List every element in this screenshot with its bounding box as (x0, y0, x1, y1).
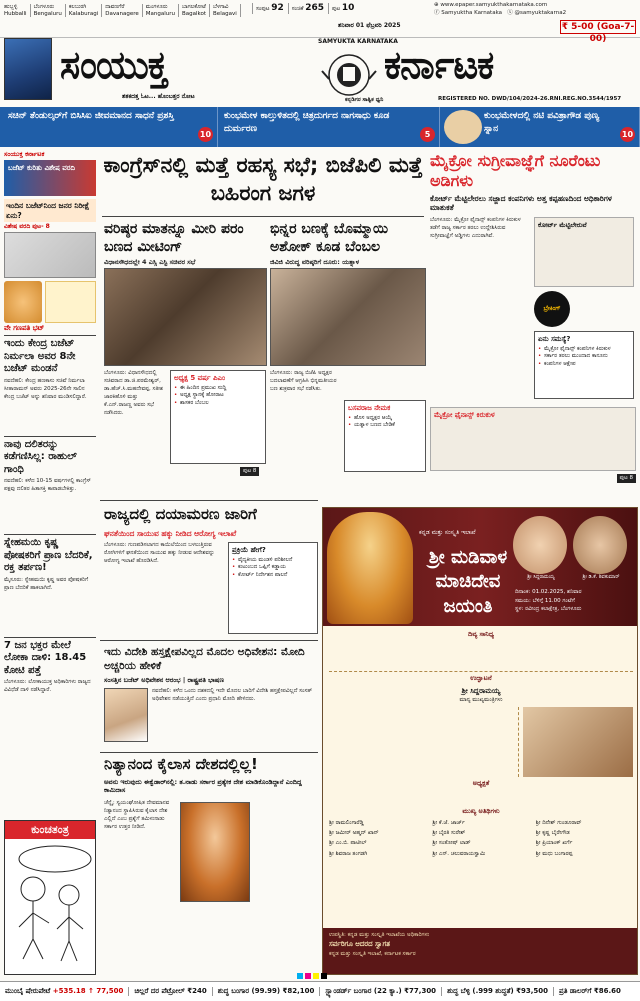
masthead-tagline-left: ಶತಕದತ್ತ ಓಟ... ಹೊಂಬತ್ತರ ನೋಟ (122, 93, 195, 100)
info-box-item: • ಮೈಕ್ರೋ ಫೈನಾನ್ಸ್ ಕಂಪನಿಗಳ ಕಿರುಕುಳ (538, 346, 630, 354)
right-deck: ಕೋರ್ಟ್ ಮೆಟ್ಟಿಲೇರಲು ಸಜ್ಜಾದ ಕಂಪನಿಗಳು ಅತ್ತ ಕಪ್ಪಹಣದಿಂದ ಅಧಿಕಾರಿಗಳ ಮಾತುಕತೆ (430, 194, 612, 213)
info-box (534, 331, 634, 399)
issue-meta: ಸಂಪುಟ 92 ಸಂಚಿಕೆ 265 ಪುಟ 10 (252, 3, 354, 14)
issue-number: 265 (305, 3, 325, 13)
print-registration-marks (297, 973, 327, 979)
right-column (430, 151, 636, 483)
story-body: ಬೆಂಗಳೂರು: ಗುಣಪಡಿಸಲಾಗದ ಕಾಯಿಲೆಯಿಂದ ಬಳಲುತ್ತಿರುವ ರೋಗಿಗಳಿಗೆ ಘನತೆಯಿಂದ ಸಾಯುವ ಹಕ್ಕು ನೀಡುವ ಆದೇಶವನ್ನು ಆರೋಗ್ಯ ಇಲಾಖೆ ಹೊರಡಿಸಿದೆ. (104, 542, 215, 564)
page-number-badge: 5 (420, 127, 435, 142)
info-box-item: • ಅಧ್ಯಕ್ಷ ಸ್ಥಾನಕ್ಕೆ ಹೋರಾಟ (174, 392, 262, 400)
microfinance-panel (430, 407, 636, 471)
edition-item: ಮಂಗಳೂರು Mangaluru (146, 4, 179, 17)
ticker-item: ಶುದ್ಧ ಬೆಳ್ಳಿ (.999 ಶುದ್ಧತೆ) ₹93,500 (442, 987, 554, 996)
jayanti-advertisement[interactable] (322, 507, 638, 975)
info-box (228, 542, 318, 634)
ad-section-title: ಅಧ್ಯಕ್ಷತೆ (472, 779, 490, 788)
info-box-title: ಏನು ಸಮಸ್ಯೆ? (538, 334, 571, 343)
cm-name: ಶ್ರೀ ಸಿದ್ದರಾಮಯ್ಯ (527, 574, 555, 580)
info-box-item: • ಯತ್ನಾಳ ಬಣದ ಬೇಡಿಕೆ (348, 422, 422, 430)
saint-illustration (327, 512, 413, 624)
sachin-photo (4, 38, 52, 100)
lead-headline[interactable]: ಕಾಂಗ್ರೆಸ್‌ನಲ್ಲಿ ಮತ್ತೆ ರಹಸ್ಯ ಸಭೆ; ಬಿಜೆಪಿಲಿ ಮತ್ತೆ ಬಹಿರಂಗ ಜಗಳ (103, 153, 423, 206)
story-body: ಬೆಂಗಳೂರು: ಮೈಕ್ರೋ ಫೈನಾನ್ಸ್ ಕಂಪನಿಗಳ ಕಿರುಕುಳ ತಡೆಗೆ ರಾಜ್ಯ ಸರ್ಕಾರ ತರಲು ಉದ್ದೇಶಿಸಿರುವ ಸುಗ್ರೀವಾಜ್ಞೆಗೆ ಅಡ್ಡಿಗಳು ಎದುರಾಗಿವೆ. (430, 216, 521, 239)
info-box (170, 370, 266, 464)
panel-title: ಮೈಕ್ರೋ ಫೈನಾನ್ಸ್ ಕಿರುಕುಳ (434, 410, 495, 419)
columnist-photo (4, 281, 42, 323)
story-headline[interactable]: ನಾವು ದಲಿತರನ್ನು ಕಡೆಗಣಿಸಿಲ್ಲ: ರಾಹುಲ್ ಗಾಂಧಿ (4, 438, 77, 475)
infographic-thumb (4, 232, 96, 278)
left-column (4, 150, 96, 719)
story-headline[interactable]: ಸ್ನೇಹಮಯಿ ಕೃಷ್ಣ ಪೋಷಕರಿಗೆ ಪ್ರಾಣ ಬೆದರಿಕೆ, ರಕ್ತ ತರ್ಪಣ! (4, 537, 93, 574)
facebook-icon: ⓕ (434, 10, 442, 17)
twitter-icon: ⓧ (507, 10, 515, 17)
modi-photo (104, 688, 148, 742)
edition-item: ಬಾಗಲಕೋಟೆ Bagalkot (182, 4, 210, 17)
euthanasia-headline[interactable]: ರಾಜ್ಯದಲ್ಲಿ ದಯಾಮರಣ ಜಾರಿಗೆ (104, 505, 257, 523)
brand-label: ಸಂಯುಕ್ತ ಕರ್ನಾಟಕ (4, 150, 45, 158)
story-body: ನವದೆಹಲಿ: ಕಳೆದ ಒಂದು ದಶಕದಲ್ಲಿ ಇದೇ ಮೊದಲ ಬಾರಿಗೆ ವಿದೇಶಿ ಹಸ್ತಕ್ಷೇಪವಿಲ್ಲದೆ ಸಂಸತ್ ಅಧಿವೇಶನ ನಡೆಯುತ್ತಿದೆ ಎಂದು ಪ್ರಧಾನಿ ಮೋದಿ ಹೇಳಿದರು. (152, 688, 313, 702)
edition-item: ದಾವಣಗೆರೆ Davanagere (105, 4, 143, 17)
budget-question: ಇಂದಿನ ಬಜೆಟ್‌ನಿಂದ ಜನರ ನಿರೀಕ್ಷೆ ಏನು? (4, 199, 96, 222)
sub-deck: ಜಿವಿಜಿ ವಿರುದ್ಧ ವರಿಷ್ಠರಿಗೆ ದೂರು: ಯತ್ನಾಳ (270, 258, 360, 266)
page-number-badge: 10 (620, 127, 635, 142)
meeting-photo (104, 268, 267, 366)
modi-headline[interactable]: ಇದು ವಿದೇಶಿ ಹಸ್ತಕ್ಷೇಪವಿಲ್ಲದ ಮೊದಲ ಅಧಿವೇಶನ: ಮೋದಿ ಅಚ್ಚರಿಯ ಹೇಳಿಕೆ (104, 646, 305, 673)
volume-number: 92 (271, 3, 284, 13)
ad-org: ಕನ್ನಡ ಮತ್ತು ಸಂಸ್ಕೃತಿ ಇಲಾಖೆ (419, 529, 476, 536)
page-number-badge: 10 (198, 127, 213, 142)
ticker-item: ಪ್ರತಿ ಡಾಲರ್‌ಗೆ ₹86.60 (558, 987, 621, 996)
info-box (344, 400, 426, 472)
info-box-item: • ಸರ್ಕಾರ ತರಲು ಮುಂದಾದ ಕಾನೂನು (538, 353, 630, 361)
nithyananda-deck: ಅವನು ಇರುವುದು ಈಕ್ವೆಡಾರ್‌ನಲ್ಲಿ: ತ.ನಾಡು ಸರ್ಕಾರ ಪ್ರತ್ಯೇಕ ದೇಶ ಮಾಡಿಕೊಂಡಿದ್ದಾನೆ ಎಂದಿದ್ದ ಕಾಮಿದಾಸ (104, 778, 302, 795)
ad-schedule: ದಿನಾಂಕ: 01.02.2025, ಶನಿವಾರ ಸಮಯ: ಬೆಳಿಗ್ಗೆ 11.00 ಗಂಟೆಗೆ ಸ್ಥಳ: ರವೀಂದ್ರ ಕಲಾಕ್ಷೇತ್ರ, ಬೆಂಗಳೂರು (515, 589, 582, 613)
special-page-ref: ವಿಶೇಷ ವರದಿ ಪುಟ- 8 (4, 222, 50, 230)
cm-photo (513, 516, 567, 574)
info-box-item: • ಕೋರ್ಟ್ ನಿರ್ದೇಶನ ಪಾಲನೆ (232, 572, 314, 580)
dcm-name: ಶ್ರೀ ಡಿ.ಕೆ. ಶಿವಕುಮಾರ್ (582, 574, 620, 580)
modi-deck: ಸಂಸತ್ತಿನ ಬಜೆಟ್ ಅಧಿವೇಶನ ಆರಂಭ | ರಾಷ್ಟ್ರಪತಿ ಭಾಷಣ (104, 676, 224, 684)
teaser-item[interactable]: ಸಚಿನ್ ತೆಂಡುಲ್ಕರ್‌ಗೆ ಬಿಸಿಸಿಐ ಜೀವಮಾನದ ಸಾಧನೆ ಪ್ರಶಸ್ತಿ 10 (0, 107, 218, 147)
nithyananda-headline[interactable]: ನಿತ್ಯಾನಂದ ಕೈಲಾಸ ದೇಶದಲ್ಲಿಲ್ಲ! (104, 755, 258, 773)
edition-item: ಹುಬ್ಬಳ್ಳಿ Hubballi (4, 4, 31, 17)
actress-thumbnail (444, 110, 482, 144)
sub-deck: ವಿಧಾನಸೌಧದಲ್ಲೇ 4 ಎಸ್ಸಿ ಎಸ್ಟಿ ಸಚಿವರ ಸಭೆ (104, 258, 196, 266)
story-headline[interactable]: ಇಂದು ಕೇಂದ್ರ ಬಜೆಟ್ ನಿರ್ಮಲಾ ಅವರ 8ನೇ ಬಜೆಟ್ ಮಂಡನೆ (4, 338, 76, 375)
breaking-badge: ಬ್ರೇಕಿಂಗ್ (534, 291, 570, 327)
page-ref: ಪುಟ 8 (617, 474, 636, 483)
masthead-tagline-right: ಕನ್ನಡಿಗರ ಸಾತ್ವಿಕ ಧ್ವನಿ (345, 97, 384, 103)
ad-section-title: ದಿವ್ಯ ಸಾನಿಧ್ಯ (468, 630, 494, 638)
info-box-title: ಅಧ್ಯಕ್ಷ 5 ವರ್ಷ ಪಿಎಂ (174, 374, 226, 382)
ticker-item: ಚಿಲ್ಲರೆ ದರ ಪೆಟ್ರೋಲ್ ₹240 (129, 987, 212, 996)
info-box-item: • ವೈದ್ಯಕೀಯ ಮಂಡಳಿ ಪರಿಶೀಲನೆ (232, 557, 314, 565)
ad-inaugurator-role: ಮಾನ್ಯ ಮುಖ್ಯಮಂತ್ರಿಗಳು (459, 697, 503, 703)
info-box-item: • ಹೊಸ ಅಧ್ಯಕ್ಷರ ಆಯ್ಕೆ (348, 415, 422, 423)
registration-number: REGISTERED NO. DWD/104/2024-26.RNI.REG.NO.3544/1957 (438, 96, 622, 102)
masthead-title-right: ಕರ್ನಾಟಕ (384, 43, 494, 87)
info-box-item: • ಶಾಸಕರ ಬೆಂಬಲ (174, 400, 262, 408)
teaser-item[interactable]: ಕುಂಭಮೇಳ ಕಾಲ್ತುಳಿತದಲ್ಲಿ ಚಿತ್ರದುರ್ಗದ ನಾಗಸಾಧು ಕೂಡ ದುರ್ಮರಣ 5 (218, 107, 440, 147)
ad-guest-list: ಶ್ರೀ ರಾಮಲಿಂಗಾರೆಡ್ಡಿ ಶ್ರೀ ಕೆ.ಜೆ. ಜಾರ್ಜ್ ಶ್ರೀ ದಿನೇಶ್ ಗುಂಡೂರಾವ್ ಶ್ರೀ ಜಮೀರ್ ಅಹ್ಮದ್ ಖಾನ್ ಶ್ರೀ ಬೈರತಿ ಸುರೇಶ್ ಶ್ರೀ ಕೃಷ್ಣ ಬೈರೇಗೌಡ ಶ್ರೀ ಎಂ.ಬಿ. ಪಾಟೀಲ್ ಶ್ರೀ ಸಂತೋಷ್ ಲಾಡ್ ಶ್ರೀ ಪ್ರಿಯಾಂಕ್ ಖರ್ಗೆ ಶ್ರೀ ಶಿವರಾಜ ತಂಗಡಗಿ ಶ್ರೀ ಎನ್. ಚಲುವರಾಯಸ್ವಾಮಿ ಶ್ರೀ ಮಧು ಬಂಗಾರಪ್ಪ (329, 819, 582, 857)
sub-headline[interactable]: ಭಿನ್ನರ ಬಣಕ್ಕೆ ಬೊಮ್ಮಾಯಿ ಅಶೋಕ್ ಕೂಡ ಬೆಂಬಲ (270, 221, 389, 256)
teaser-item[interactable]: ಕುಂಭಮೇಳದಲ್ಲಿ ನಟಿ ಪವಿತ್ರಾಗೌಡ ಪುಣ್ಯ ಸ್ನಾನ 10 (440, 107, 640, 147)
ad-section-title: ಉದ್ಘಾಟನೆ (470, 673, 492, 682)
story-body: ಚೆನ್ನೈ: ಸ್ವಯಂಘೋಷಿತ ದೇವಮಾನವ ನಿತ್ಯಾನಂದ ಸ್ಥಾಪಿಸಿರುವ ಕೈಲಾಸ ದೇಶ ಎಲ್ಲಿದೆ ಎಂಬ ಪ್ರಶ್ನೆಗೆ ತಮಿಳುನಾಡು ಸರ್ಕಾರ ಉತ್ತರ ನೀಡಿದೆ. (104, 800, 170, 830)
info-box-title: ಬಸವರಾಜ ನೇಮಕ (348, 404, 391, 412)
masthead-emblem (320, 46, 378, 104)
cartoon-title: ಕುಂಚತಂತ್ರ (5, 821, 95, 839)
cartoon-panel (4, 820, 96, 975)
ticker-item: ಸ್ಟ್ಯಾಂಡರ್ಡ್ ಬಂಗಾರ (22 ಕ್ಯಾ.) ₹77,300 (320, 987, 442, 996)
price-badge: ₹ 5-00 (Goa-7-00) (561, 22, 635, 44)
divider (100, 500, 318, 501)
sub-headline[interactable]: ವರಿಷ್ಠರ ಮಾತನ್ನೂ ಮೀರಿ ಪರಂ ಬಣದ ಮೀಟಿಂಗ್ (104, 221, 244, 256)
dcm-photo (573, 516, 627, 574)
facebook-link[interactable]: Samyuktha Karnataka (441, 10, 503, 17)
columnist-name: ವೇ ಗಣಪತಿ ಭಟ್ (4, 324, 45, 333)
info-box-item: • ಕುಟುಂಬದ ಒಪ್ಪಿಗೆ ಕಡ್ಡಾಯ (232, 564, 314, 572)
epaper-link[interactable]: ⊕ www.epaper.samyukthakarnataka.com (434, 2, 548, 8)
right-headline[interactable]: ಮೈಕ್ರೋ ಸುಗ್ರೀವಾಜ್ಞೆಗೆ ನೂರೆಂಟು ಅಡಿಗಳು (430, 151, 601, 190)
story-body (254, 800, 318, 972)
pages-number: 10 (341, 3, 355, 13)
edition-item: ಬೆಂಗಳೂರು Bengaluru (34, 4, 66, 17)
market-ticker (0, 981, 640, 1001)
ticker-item: ಶುದ್ಧ ಬಂಗಾರ (99.99) ₹82,100 (213, 987, 321, 996)
story-body: ಮೈಸೂರು: ಸ್ನೇಹಮಯಿ ಕೃಷ್ಣ ಅವರ ಪೋಷಕರಿಗೆ ಪ್ರಾಣ ಬೆದರಿಕೆ ಹಾಕಲಾಗಿದೆ. (4, 576, 89, 591)
twitter-link[interactable]: @samyuktakarna2 (514, 10, 567, 17)
edition-item: ಕಲಬುರಗಿ Kalaburagi (69, 4, 102, 17)
ad-footer: ಉಪಸ್ಥಿತಿ: ಕನ್ನಡ ಮತ್ತು ಸಂಸ್ಕೃತಿ ಇಲಾಖೆಯ ಅಧಿಕಾರಿಗಳು ಸರ್ವರಿಗೂ ಆದರದ ಸ್ವಾಗತ ಕನ್ನಡ ಮತ್ತು ಸಂಸ್ಕೃತಿ ಇಲಾಖೆ, ಕರ್ನಾಟಕ ಸರ್ಕಾರ (323, 928, 638, 974)
story-body: ಬೆಂಗಳೂರು: ಲೋಕಾಯುಕ್ತ ಅಧಿಕಾರಿಗಳು ರಾಜ್ಯದ ವಿವಿಧೆಡೆ ದಾಳಿ ನಡೆಸಿದ್ದಾರೆ. (4, 679, 91, 694)
cartoon-illustration (5, 839, 95, 967)
masthead-title-left: ಸಂಯುಕ್ತ (60, 43, 168, 87)
story-body: ಬೆಂಗಳೂರು: ರಾಜ್ಯ ಬಿಜೆಪಿ ಅಧ್ಯಕ್ಷರ ಬದಲಾವಣೆಗೆ ಆಗ್ರಹಿಸಿ ಭಿನ್ನಮತೀಯರ ಬಣ ಶುಕ್ರವಾರ ಸಭೆ ನಡೆಸಿತು. (270, 370, 337, 392)
edition-item: ಬೆಳಗಾವಿ Belagavi (213, 4, 241, 17)
dateline: ಶನಿವಾರ 01 ಫೆಬ್ರವರಿ 2025 (338, 22, 401, 29)
ad-title: ಶ್ರೀ ಮಡಿವಾಳ ಮಾಚಿದೇವ ಜಯಂತಿ (428, 547, 508, 617)
story-body: ಬೆಂಗಳೂರು: ವಿಧಾನಸೌಧದಲ್ಲಿ ಸಚಿವರಾದ ಡಾ.ಜಿ.ಪರಮೇಶ್ವರ್, ಡಾ.ಹೆಚ್.ಸಿ.ಮಹದೇವಪ್ಪ, ಸತೀಶ ಜಾರಕಿಹೊಳಿ ಮತ್ತು ಕೆ.ಎನ್.ರಾಜಣ್ಣ ಅವರು ಸಭೆ ನಡೆಸಿದರು. (104, 370, 163, 416)
story-body: ನವದೆಹಲಿ: ಕೇಂದ್ರ ಹಣಕಾಸು ಸಚಿವೆ ನಿರ್ಮಲಾ ಸೀತಾರಾಮನ್ ಅವರು 2025-26ನೇ ಸಾಲಿನ ಕೇಂದ್ರ ಬಜೆಟ್ ಅನ್ನು ಶನಿವಾರ ಮಂಡಿಸಲಿದ್ದಾರೆ. (4, 377, 87, 400)
info-box-item: • ಕಂಪನಿಗಳ ಆಕ್ಷೇಪ (538, 361, 630, 369)
divider (100, 752, 318, 753)
divider (100, 640, 318, 641)
page-ref: ಪುಟ 8 (240, 467, 259, 476)
teaser-bar (0, 107, 640, 147)
ad-inaugurator: ಶ್ರೀ ಸಿದ್ದರಾಮಯ್ಯ (461, 686, 501, 695)
ad-section-title: ಮುಖ್ಯ ಅತಿಥಿಗಳು (462, 807, 500, 815)
euthanasia-deck: ಘನತೆಯಿಂದ ಸಾಯುವ ಹಕ್ಕು ನೀಡಿದ ಆರೋಗ್ಯ ಇಲಾಖೆ (104, 529, 237, 538)
budget-promo: ಬಜೆಟ್ ಕುರಿತು ವಿಶೇಷ ವರದಿ (4, 160, 96, 196)
globe-icon: ⊕ (434, 2, 441, 8)
court-box-title: ಕೋರ್ಟ್ ಮೆಟ್ಟಿಲೇರುವೆ (538, 220, 587, 229)
nithyananda-photo (180, 802, 250, 902)
masthead-english: SAMYUKTA KARNATAKA (318, 38, 398, 45)
contact-block (434, 1, 609, 18)
court-box (534, 217, 634, 287)
divider (102, 216, 424, 217)
bjp-meeting-photo (270, 268, 426, 366)
story-headline[interactable]: 7 ಜನ ಭಕ್ತರ ಮೇಲೆ ಲೋಕಾ ದಾಳಿ: 18.45 ಕೋಟಿ ಪತ್ತೆ (4, 639, 87, 676)
info-box-item: • ಈ ಹಿಂದಿನ ಪ್ರಮುಖ ಸುದ್ದಿ (174, 385, 262, 393)
leaders-photo (523, 707, 633, 777)
info-box-title: ಪ್ರಕ್ರಿಯೆ ಹೇಗೆ? (232, 546, 266, 554)
story-body: ನವದೆಹಲಿ: ಕಳೆದ 10-15 ವರ್ಷಗಳಲ್ಲಿ ಕಾಂಗ್ರೆಸ್ ಪಕ್ಷವು ದಲಿತರ ಹಿತಾಸಕ್ತಿ ಕಾಪಾಡಬೇಕಿತ್ತು. (4, 478, 91, 493)
ticker-item: ಮುಂಬೈ ಷೇರುಪೇಟೆ +535.18 ↑ 77,500 (0, 987, 129, 996)
